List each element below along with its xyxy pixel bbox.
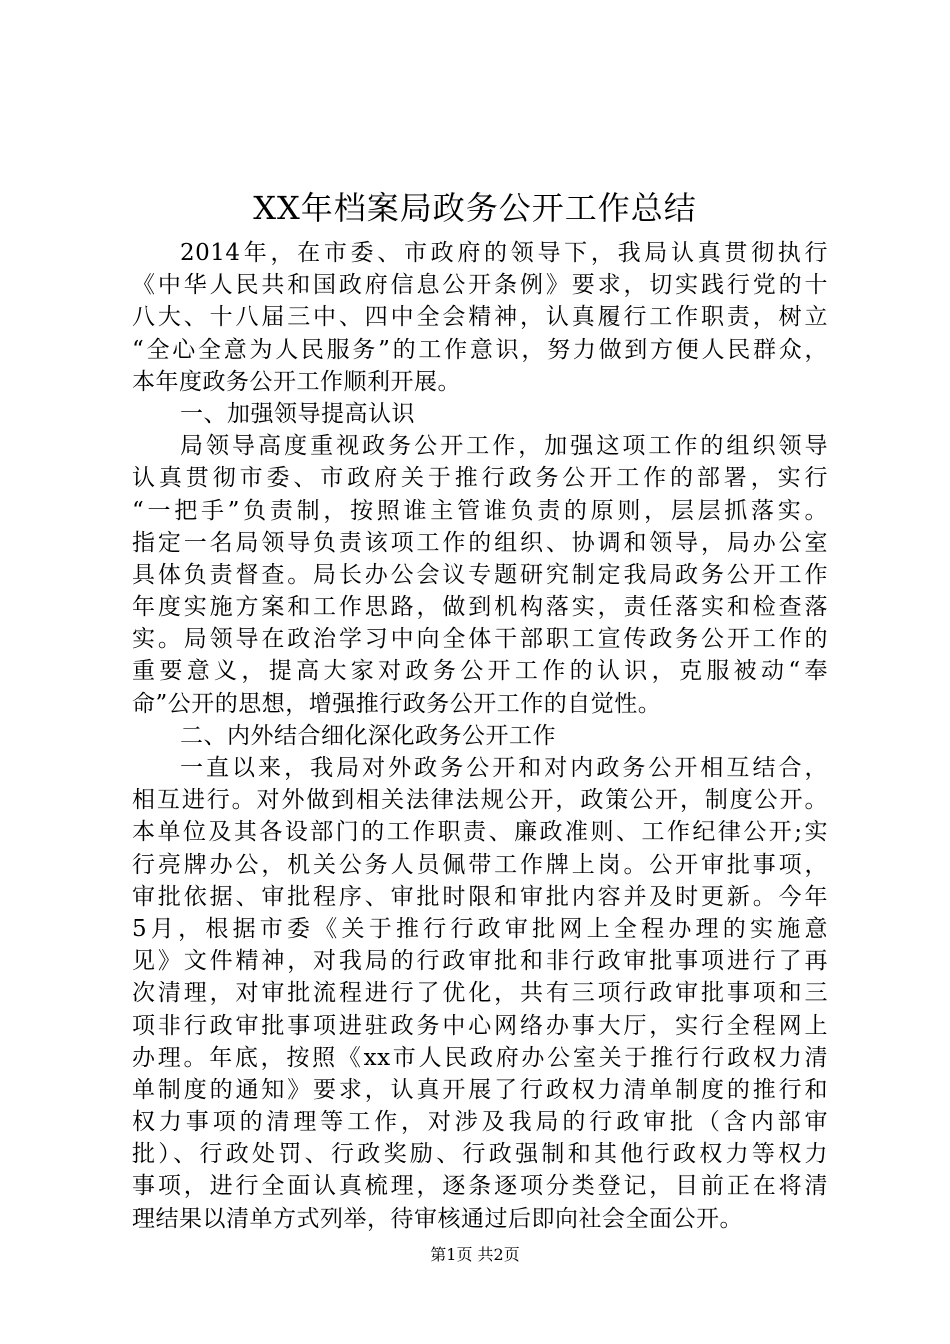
body-text-line: 认真贯彻市委、市政府关于推行政务公开工作的部署，实行 bbox=[132, 465, 828, 492]
section-heading: 一、加强领导提高认识 bbox=[180, 400, 415, 427]
body-text-line: 《中华人民共和国政府信息公开条例》要求，切实践行党的十 bbox=[132, 272, 828, 299]
body-text-line: 实。局领导在政治学习中向全体干部职工宣传政务公开工作的 bbox=[132, 626, 828, 653]
body-text-line: 相互进行。对外做到相关法律法规公开，政策公开，制度公开。 bbox=[132, 787, 828, 814]
document-title: XX年档案局政务公开工作总结 bbox=[253, 189, 697, 227]
body-text-line: 批）、行政处罚、行政奖励、行政强制和其他行政权力等权力 bbox=[132, 1141, 828, 1168]
body-text-line: 命”公开的思想，增强推行政务公开工作的自觉性。 bbox=[132, 690, 662, 717]
body-text-line: 2014年，在市委、市政府的领导下，我局认真贯彻执行 bbox=[180, 240, 828, 266]
body-text-line: 项非行政审批事项进驻政务中心网络办事大厅，实行全程网上 bbox=[132, 1012, 828, 1039]
body-text-line: 年度实施方案和工作思路，做到机构落实，责任落实和检查落 bbox=[132, 594, 828, 621]
body-text-line: 见》文件精神，对我局的行政审批和非行政审批事项进行了再 bbox=[132, 948, 828, 975]
body-text-line: 重要意义，提高大家对政务公开工作的认识，克服被动“奉 bbox=[132, 658, 828, 685]
document-body bbox=[132, 237, 828, 1235]
body-text-line: 具体负责督查。局长办公会议专题研究制定我局政务公开工作 bbox=[132, 561, 828, 588]
body-text-line: 权力事项的清理等工作，对涉及我局的行政审批（含内部审 bbox=[132, 1109, 828, 1136]
body-text-line: 单制度的通知》要求，认真开展了行政权力清单制度的推行和 bbox=[132, 1076, 828, 1103]
body-text-line: 八大、十八届三中、四中全会精神，认真履行工作职责，树立 bbox=[132, 304, 828, 331]
body-text-line: 指定一名局领导负责该项工作的组织、协调和领导，局办公室 bbox=[132, 529, 828, 556]
body-text-line: 事项，进行全面认真梳理，逐条逐项分类登记，目前正在将清 bbox=[132, 1173, 828, 1200]
body-text-line: 次清理，对审批流程进行了优化，共有三项行政审批事项和三 bbox=[132, 980, 828, 1007]
body-text-line: 理结果以清单方式列举，待审核通过后即向社会全面公开。 bbox=[132, 1205, 743, 1232]
body-text-line: 本年度政务公开工作顺利开展。 bbox=[132, 368, 461, 395]
body-text-line: “全心全意为人民服务”的工作意识，努力做到方便人民群众， bbox=[132, 336, 828, 363]
body-text-line: 审批依据、审批程序、审批时限和审批内容并及时更新。今年 bbox=[132, 883, 828, 910]
body-text-line: 本单位及其各设部门的工作职责、廉政准则、工作纪律公开;实 bbox=[132, 819, 828, 846]
page-number: 第1页 共2页 bbox=[430, 1245, 520, 1264]
body-text-line: 5月，根据市委《关于推行行政审批网上全程办理的实施意 bbox=[132, 915, 828, 942]
body-text-line: 办理。年底，按照《xx市人民政府办公室关于推行行政权力清 bbox=[132, 1044, 828, 1071]
body-text-line: 局领导高度重视政务公开工作，加强这项工作的组织领导 bbox=[180, 433, 828, 460]
body-text-line: “一把手”负责制，按照谁主管谁负责的原则，层层抓落实。 bbox=[132, 497, 828, 524]
body-text-line: 行亮牌办公，机关公务人员佩带工作牌上岗。公开审批事项， bbox=[132, 851, 828, 878]
body-text-line: 一直以来，我局对外政务公开和对内政务公开相互结合， bbox=[180, 755, 828, 781]
section-heading: 二、内外结合细化深化政务公开工作 bbox=[180, 722, 556, 749]
